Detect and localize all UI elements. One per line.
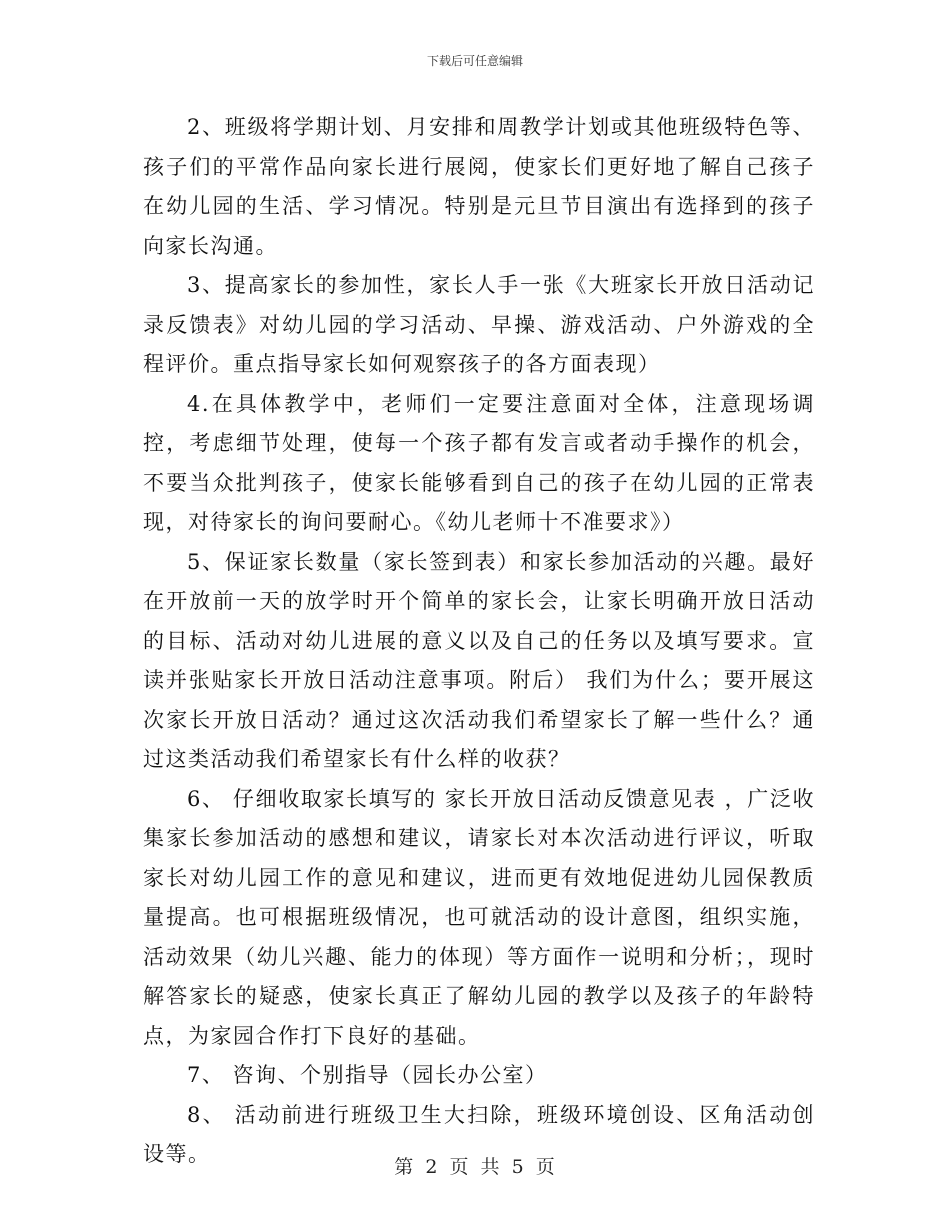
- total-page-number: 5: [511, 1156, 525, 1178]
- paragraph-item-3: 3、提高家长的参加性，家长人手一张《大班家长开放日活动记录反馈表》对幼儿园的学习活动、早操、游戏活动、户外游戏的全程评价。重点指导家长如何观察孩子的各方面表现）: [143, 273, 815, 376]
- paragraph-item-5: 5、保证家长数量（家长签到表）和家长参加活动的兴趣。最好在开放前一天的放学时开个简单的家长会，让家长明确开放日活动的目标、活动对幼儿进展的意义以及自己的任务以及填写要求。宣读并张贴家长开放日活动注意事项。附后） 我们为什么；要开展这次家长开放日活动？通过这次活动我们希望家长了解一些什么？通过这类活动我们希望家长有什么样的收获？: [143, 549, 815, 771]
- paragraph-item-6: 6、 仔细收取家长填写的 家长开放日活动反馈意见表 ，广泛收集家长参加活动的感想和建议，请家长对本次活动进行评议，听取家长对幼儿园工作的意见和建议，进而更有效地促进幼儿园保教质量提高。也可根据班级情况，也可就活动的设计意图，组织实施，活动效果（幼儿兴趣、能力的体现）等方面作一说明和分析；，现时解答家长的疑惑，使家长真正了解幼儿园的教学以及孩子的年龄特点，为家园合作打下良好的基础。: [143, 786, 815, 1048]
- footer-suffix: 页: [535, 1156, 556, 1178]
- paragraph-item-4: 4.在具体教学中，老师们一定要注意面对全体，注意现场调控，考虑细节处理，使每一个孩子都有发言或者动手操作的机会，不要当众批判孩子，使家长能够看到自己的孩子在幼儿园的正常表现，对待家长的询问要耐心。《幼儿老师十不准要求》）: [143, 391, 815, 534]
- document-body: [143, 108, 815, 1175]
- page-number-footer: [0, 1152, 950, 1179]
- page-header: 下载后可任意编辑: [426, 54, 523, 68]
- paragraph-item-7: 7、 咨询、个别指导（园长办公室）: [187, 1063, 548, 1087]
- paragraph-item-8: 8、 活动前进行班级卫生大扫除，班级环境创设、区角活动创设等。: [143, 1102, 815, 1166]
- footer-total-word: 共: [480, 1156, 501, 1178]
- footer-page-word: 页: [449, 1156, 470, 1178]
- paragraph-item-2: 2、班级将学期计划、月安排和周教学计划或其他班级特色等、孩子们的平常作品向家长进行展阅，使家长们更好地了解自己孩子在幼儿园的生活、学习情况。特别是元旦节目演出有选择到的孩子向家长沟通。: [143, 115, 815, 258]
- footer-prefix: 第: [394, 1156, 415, 1178]
- current-page-number: 2: [425, 1156, 439, 1178]
